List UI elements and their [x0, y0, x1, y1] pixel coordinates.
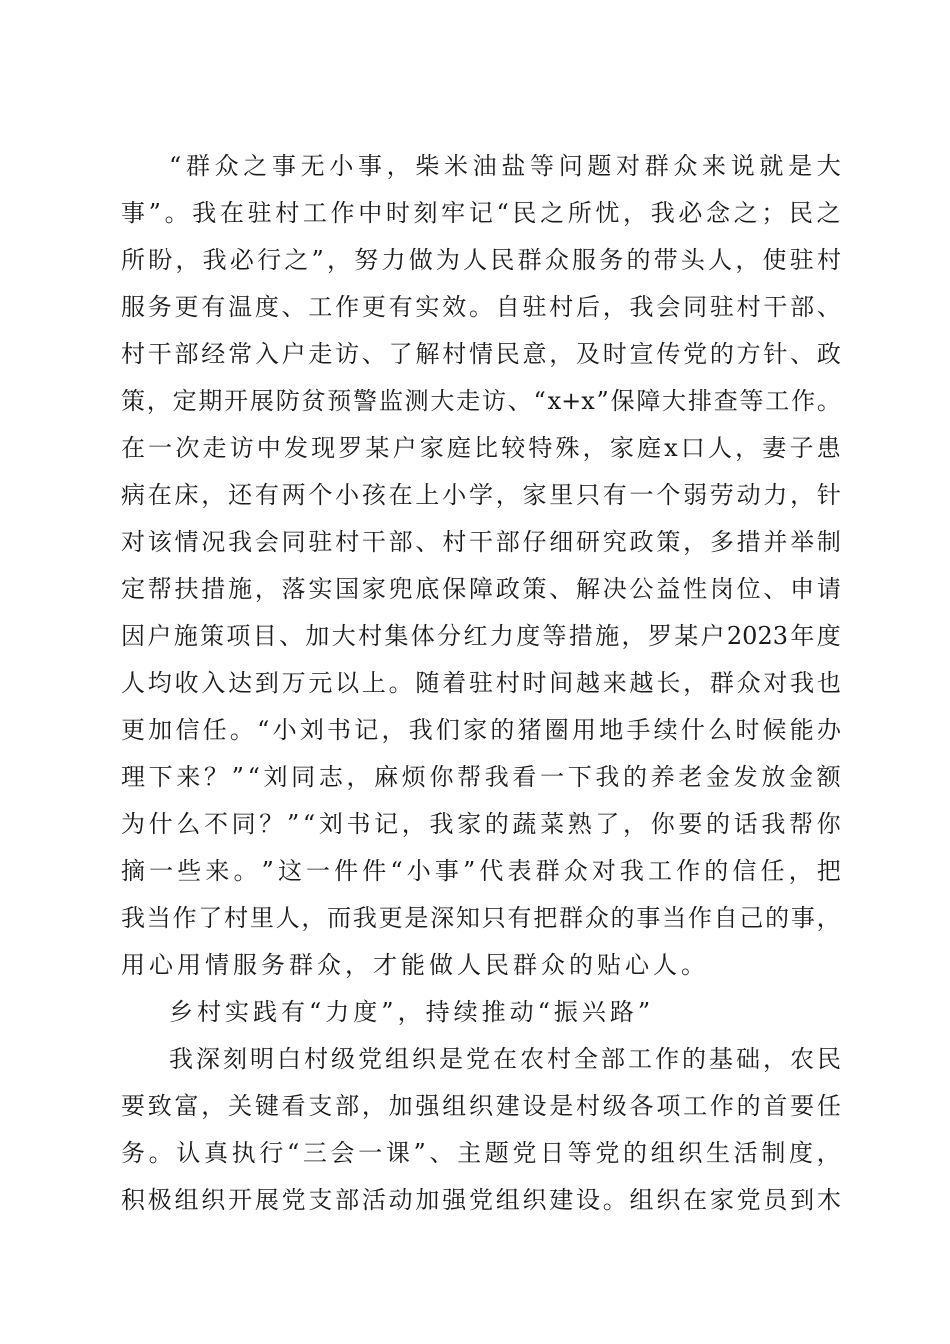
text-line: 理 下 来 ？ ” “ 刘 同 志 ， 麻 烦 你 帮 我 看 一 下 我 的 养 老 金 发 放 金 额 [121, 763, 841, 791]
text-line: 定 帮 扶 措 施 ， 落 实 国 家 兜 底 保 障 政 策 、 解 决 公 益 性 岗 位 、 申 请 [121, 575, 841, 603]
text-line: 更 加 信 任 。 “ 小 刘 书 记 ， 我 们 家 的 猪 圈 用 地 手 续 什 么 时 候 能 办 [121, 716, 841, 744]
text-line: 积 极 组 织 开 展 党 支 部 活 动 加 强 党 组 织 建 设 。 组 织 在 家 党 员 到 木 [121, 1186, 841, 1214]
body-text [121, 143, 841, 1224]
text-line: 村 干 部 经 常 入 户 走 访 、 了 解 村 情 民 意 ， 及 时 宣 传 党 的 方 针 、 政 [121, 340, 841, 368]
text-line: 病 在 床 ， 还 有 两 个 小 孩 在 上 小 学 ， 家 里 只 有 一 个 弱 劳 动 力 ， 针 [121, 481, 841, 509]
text-line: 所 盼 ， 我 必 行 之 ” ， 努 力 做 为 人 民 群 众 服 务 的 带 头 人 ， 使 驻 村 [121, 246, 841, 274]
text-line: 策 ， 定 期 开 展 防 贫 预 警 监 测 大 走 访 、 “ x+x ” 保 障 大 排 查 等 工 作 。 [121, 387, 841, 415]
text-line: 事 ” 。 我 在 驻 村 工 作 中 时 刻 牢 记 “ 民 之 所 忧 ， 我 必 念 之 ； 民 之 [121, 199, 841, 227]
text-line: 我 深 刻 明 白 村 级 党 组 织 是 党 在 农 村 全 部 工 作 的 基 础 ， 农 民 [169, 1045, 841, 1073]
section-heading: 乡 村 实 践 有 “ 力 度 ” ， 持 续 推 动 “ 振 兴 路 ” [169, 998, 651, 1026]
text-line: 我 当 作 了 村 里 人 ， 而 我 更 是 深 知 只 有 把 群 众 的 事 当 作 自 己 的 事 ， [121, 904, 841, 932]
text-line: 对 该 情 况 我 会 同 驻 村 干 部 、 村 干 部 仔 细 研 究 政 策 ， 多 措 并 举 制 [121, 528, 841, 556]
text-line: 服 务 更 有 温 度 、 工 作 更 有 实 效 。 自 驻 村 后 ， 我 会 同 驻 村 干 部 、 [121, 293, 841, 321]
text-line: 因 户 施 策 项 目 、 加 大 村 集 体 分 红 力 度 等 措 施 ， 罗 某 户 2023 年 度 [121, 622, 841, 650]
text-line: 摘 一 些 来 。 ” 这 一 件 件 “ 小 事 ” 代 表 群 众 对 我 工 作 的 信 任 ， 把 [121, 857, 841, 885]
text-line: 用 心 用 情 服 务 群 众 ， 才 能 做 人 民 群 众 的 贴 心 人 。 [121, 951, 705, 979]
text-line: 务 。 认 真 执 行 “ 三 会 一 课 ” 、 主 题 党 日 等 党 的 组 织 生 活 制 度 ， [121, 1139, 841, 1167]
text-line: 要 致 富 ， 关 键 看 支 部 ， 加 强 组 织 建 设 是 村 级 各 项 工 作 的 首 要 任 [121, 1092, 841, 1120]
text-line: 人 均 收 入 达 到 万 元 以 上 。 随 着 驻 村 时 间 越 来 越 长 ， 群 众 对 我 也 [121, 669, 841, 697]
text-line: 在 一 次 走 访 中 发 现 罗 某 户 家 庭 比 较 特 殊 ， 家 庭 x 口 人 ， 妻 子 患 [121, 434, 841, 462]
text-line: 为 什 么 不 同 ？ ” “ 刘 书 记 ， 我 家 的 蔬 菜 熟 了 ， 你 要 的 话 我 帮 你 [121, 810, 841, 838]
text-line: “ 群 众 之 事 无 小 事 ， 柴 米 油 盐 等 问 题 对 群 众 来 说 就 是 大 [169, 152, 841, 180]
